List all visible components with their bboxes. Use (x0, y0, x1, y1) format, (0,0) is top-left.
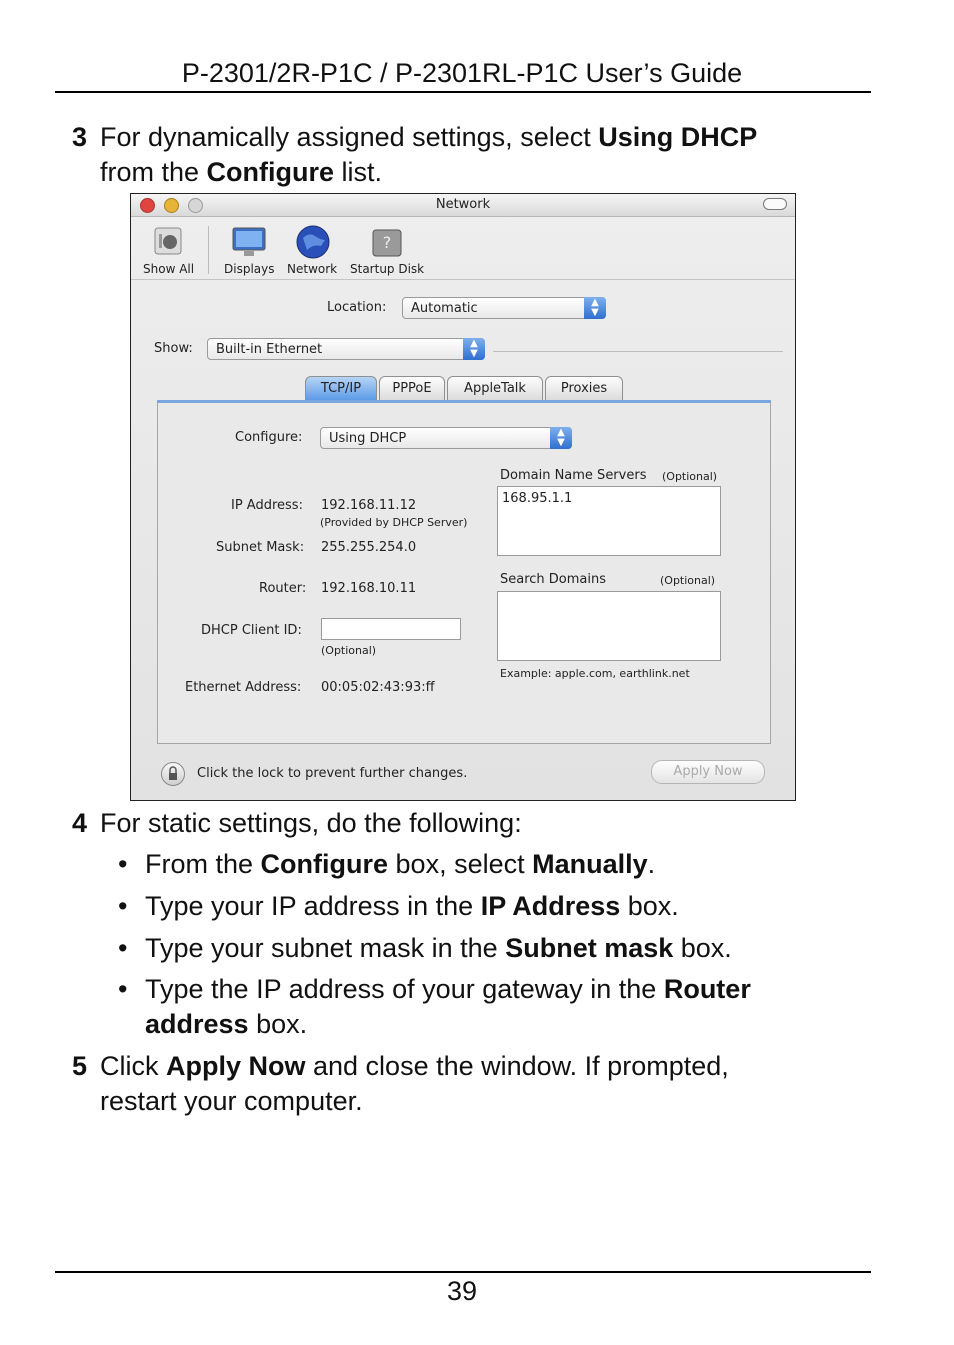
bullet: • (118, 891, 128, 921)
step-text-line: from the Configure list. (100, 157, 383, 187)
tab-appletalk[interactable]: AppleTalk (447, 376, 543, 400)
displays-icon (231, 226, 267, 258)
network-globe-icon (295, 224, 331, 260)
window-title: Network (435, 197, 491, 212)
ip-address-value: 192.168.11.12 (321, 498, 417, 513)
popup-arrows-icon: ▲ ▼ (584, 297, 606, 319)
page-number: 39 (446, 1276, 478, 1306)
search-optional-note: (Optional) (660, 574, 716, 587)
ethernet-address-label: Ethernet Address: (185, 680, 302, 695)
configure-label: Configure: (235, 430, 303, 445)
step-text-line: restart your computer. (100, 1086, 363, 1116)
tab-pppoe[interactable]: PPPoE (379, 376, 445, 400)
dhcp-optional-note: (Optional) (321, 644, 377, 657)
header-rule (55, 91, 871, 93)
page-header: P-2301/2R-P1C / P-2301RL-P1C User’s Guide (181, 58, 743, 88)
bullet-text: Type your subnet mask in the Subnet mask box. (145, 933, 732, 963)
ip-address-label: IP Address: (231, 498, 303, 513)
lock-hint-text: Click the lock to prevent further changes. (197, 766, 468, 781)
ethernet-address-value: 00:05:02:43:93:ff (321, 680, 435, 695)
step-text-line: For static settings, do the following: (100, 808, 522, 838)
show-label: Show: (154, 341, 193, 356)
toolbar-displays[interactable]: Displays (221, 222, 277, 278)
subnet-mask-value: 255.255.254.0 (321, 540, 417, 555)
svg-text:?: ? (382, 233, 392, 252)
dhcp-client-id-input[interactable] (321, 618, 461, 640)
toolbar-show-all[interactable]: Show All (141, 222, 199, 278)
separator-line (493, 351, 783, 352)
popup-arrows-icon: ▲ ▼ (550, 427, 572, 449)
step-4 (0, 806, 954, 1046)
apply-now-button[interactable]: Apply Now (651, 760, 765, 784)
step-5 (0, 1049, 954, 1121)
show-select[interactable]: Built-in Ethernet ▲ ▼ (207, 338, 485, 360)
startup-disk-icon (369, 224, 405, 260)
configure-select[interactable]: Using DHCP ▲ ▼ (320, 427, 572, 449)
bullet: • (118, 933, 128, 963)
location-select[interactable]: Automatic ▲ ▼ (402, 297, 606, 319)
step-text-line: Click Apply Now and close the window. If prompted, (100, 1051, 729, 1081)
bullet: • (118, 849, 128, 879)
footer-rule (55, 1271, 871, 1273)
step-text-line: For dynamically assigned settings, select Using DHCP (100, 122, 758, 152)
step-3 (0, 120, 954, 190)
subnet-mask-label: Subnet Mask: (216, 540, 305, 555)
toolbar-network[interactable]: Network (285, 222, 341, 278)
dhcp-client-id-label: DHCP Client ID: (201, 623, 302, 638)
step-number: 4 (72, 808, 88, 838)
tab-proxies[interactable]: Proxies (545, 376, 623, 400)
search-domains-field[interactable] (497, 591, 721, 661)
ip-address-note: (Provided by DHCP Server) (320, 516, 468, 529)
dns-label: Domain Name Servers (500, 468, 647, 483)
dns-optional-note: (Optional) (662, 470, 718, 483)
location-label: Location: (327, 300, 387, 315)
bullet-text: From the Configure box, select Manually. (145, 849, 656, 879)
bullet-text: address box. (145, 1009, 308, 1039)
toolbar-separator (131, 279, 795, 280)
bullet-text: Type the IP address of your gateway in the Router (145, 974, 751, 1004)
toolbar-divider (208, 226, 209, 274)
step-number: 5 (72, 1051, 88, 1081)
toolbar-toggle-icon[interactable] (763, 198, 787, 210)
popup-arrows-icon: ▲ ▼ (463, 338, 485, 360)
search-domains-label: Search Domains (500, 572, 607, 587)
step-number: 3 (72, 122, 88, 152)
dns-servers-field[interactable]: 168.95.1.1 (497, 486, 721, 556)
router-value: 192.168.10.11 (321, 581, 417, 596)
router-label: Router: (259, 581, 307, 596)
bullet: • (118, 974, 128, 1004)
toolbar-startup-disk[interactable]: ? Startup Disk (347, 222, 427, 278)
search-domains-example: Example: apple.com, earthlink.net (500, 667, 690, 680)
show-all-icon (153, 226, 183, 256)
network-window (130, 193, 796, 801)
lock-icon[interactable] (161, 762, 185, 786)
bullet-text: Type your IP address in the IP Address box. (145, 891, 679, 921)
tab-tcp-ip[interactable]: TCP/IP (305, 376, 377, 400)
